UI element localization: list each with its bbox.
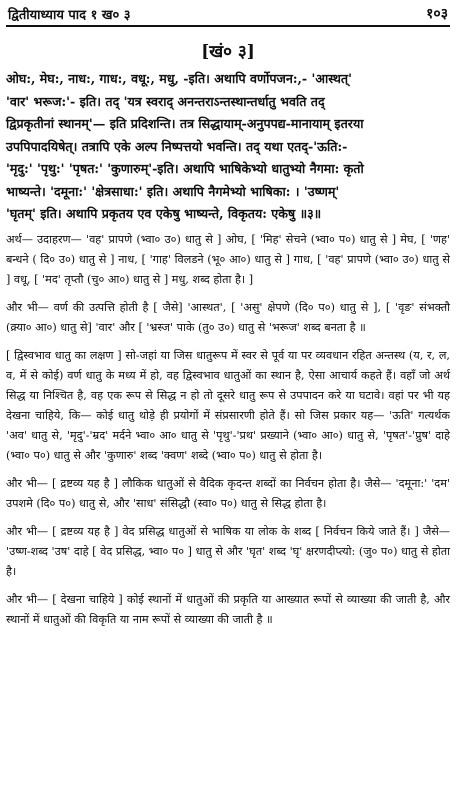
page-number: १०३ bbox=[426, 6, 448, 22]
hindi-commentary bbox=[6, 230, 450, 630]
sanskrit-line: 'मृदु:' 'पृथु:' 'पृषत:' 'कुणारुम्'-इति। अथापि भाषिकेभ्यो धातुभ्यो नैगमा: कृतो bbox=[6, 161, 364, 176]
commentary-paragraph: और भी— [ द्रष्टव्य यह है ] लौकिक धातुओं से वैदिक कृदन्त शब्दों का निर्वचन होता है। जैसे— 'दमूना:' 'दम' उपशमे (दि० प०) धातु से, और 'साध' संसिद्धौ (स्वा० प०) धातु से सिद्ध होता है। bbox=[6, 476, 450, 510]
commentary-paragraph: [ द्विस्वभाव धातु का लक्षण ] सो-जहां या जिस धातुरूप में स्वर से पूर्व या पर व्यवधान रहित अन्तस्थ (य, र, ल, व, में से कोई) वर्ण धातु के मध्य में हो, वह द्विस्वभाव धातुओं का स्थान है, ऐसा आचार्य कहते हैं। वहाँ जो अर्थ सिद्ध या निश्चित है, वह एक रूप से सिद्ध न हो तो दूसरे धातु रूप से उपपादन करे या घटावे। वहां पर भी यह देखना चाहिये, कि— कोई धातु थोड़े ही प्रयोगों में संप्रसारणी होते हैं। सो जिस प्रकार यह— 'ऊति' गत्यर्थक 'अव' धातु से, 'मृदु'-'म्रद' मर्दने भ्वा० आ० धातु से 'पृथु'-'प्रथ' प्रख्याने (भ्वा० आ०) धातु से, 'पृषत'-'प्रुष' दाहे (भ्वा० प०) धातु से और 'कुणारु' शब्द 'क्वण' शब्दे (भ्वा० प०) धातु से होता है। bbox=[6, 348, 450, 462]
commentary-paragraph: और भी— [ द्रष्टव्य यह है ] वेद प्रसिद्ध धातुओं से भाषिक या लोक के शब्द [ निर्वचन किये जाते हैं। ] जैसे— 'उष्ण-शब्द 'उष' दाहे [ वेद प्रसिद्ध, भ्वा० प० ] धातु से और 'घृत' शब्द 'घृ' क्षरणदीप्त्यो: (जु० प०) धातु से होता है। bbox=[6, 524, 450, 578]
sanskrit-line: ओघ:, मेघ:, नाध:, गाध:, वधू:, मधु, -इति। अथापि वर्णोपजन:,- 'आस्थत्' bbox=[6, 71, 352, 86]
sanskrit-line: द्विप्रकृतीनां स्थानम्'— इति प्रदिशन्ति। तत्र सिद्धायाम्-अनुपपद्य-मानायाम् इतरया bbox=[6, 116, 364, 131]
commentary-paragraph: अर्थ— उदाहरण— 'वह' प्रापणे (भ्वा० उ०) धातु से ] ओघ, [ 'मिह' सेचने (भ्वा० प०) धातु से ] मेघ, [ 'णह' बन्धने ( दि० उ०) धातु से ] नाध, [ 'गाह' विलडने (भू० आ०) धातु से ] गाध, [ 'वह' प्रापणे (भ्वा० उ०) धातु से ] वधू, [ 'मद' तृप्तौ (चु० आ०) धातु से ] मधु, शब्द होता है। ] bbox=[6, 232, 450, 286]
sanskrit-line: उपपिपादयिषेत्। तत्रापि एके अल्प निष्पत्तयो भवन्ति। तद् यथा एतद्-'ऊति:- bbox=[6, 138, 348, 154]
commentary-paragraph: और भी— वर्ण की उत्पत्ति होती है [ जैसे] 'आस्थत', [ 'असु' क्षेपणे (दि० प०) धातु से ], [ 'वृङ' संभक्तौ (क्र्या० आ०) धातु से] 'वार' और [ 'भ्रस्ज' पाके (तु० उ०) धातु से 'भरूज' शब्द बनता है ॥ bbox=[6, 300, 450, 334]
sanskrit-line: 'वार' भरूज:'- इति। तद् 'यत्र स्वराद् अनन्तराऽन्तस्थान्तर्धातु भवति तद् bbox=[6, 93, 325, 109]
section-title: [खं० ३] bbox=[201, 42, 255, 62]
chapter-heading: द्वितीयाध्याय पाद १ ख० ३ bbox=[8, 8, 131, 23]
sanskrit-line: 'घृतम्' इति। अथापि प्रकृतय एव एकेषु भाष्यन्ते, विकृतय: एकेषु ॥३॥ bbox=[6, 206, 322, 221]
running-header bbox=[6, 4, 450, 27]
commentary-paragraph: और भी— [ देखना चाहिये ] कोई स्थानों में धातुओं की प्रकृति या आख्यात रूपों से व्याख्या की जाती है, और स्थानों में धातुओं की विकृति या नाम रूपों से व्याख्या की जाती है ॥ bbox=[6, 592, 450, 626]
sanskrit-line: भाष्यन्ते। 'दमूना:' 'क्षेत्रसाधा:' इति। अथापि नैगमेभ्यो भाषिका: । 'उष्णम्' bbox=[6, 183, 340, 199]
sanskrit-text bbox=[6, 68, 450, 226]
